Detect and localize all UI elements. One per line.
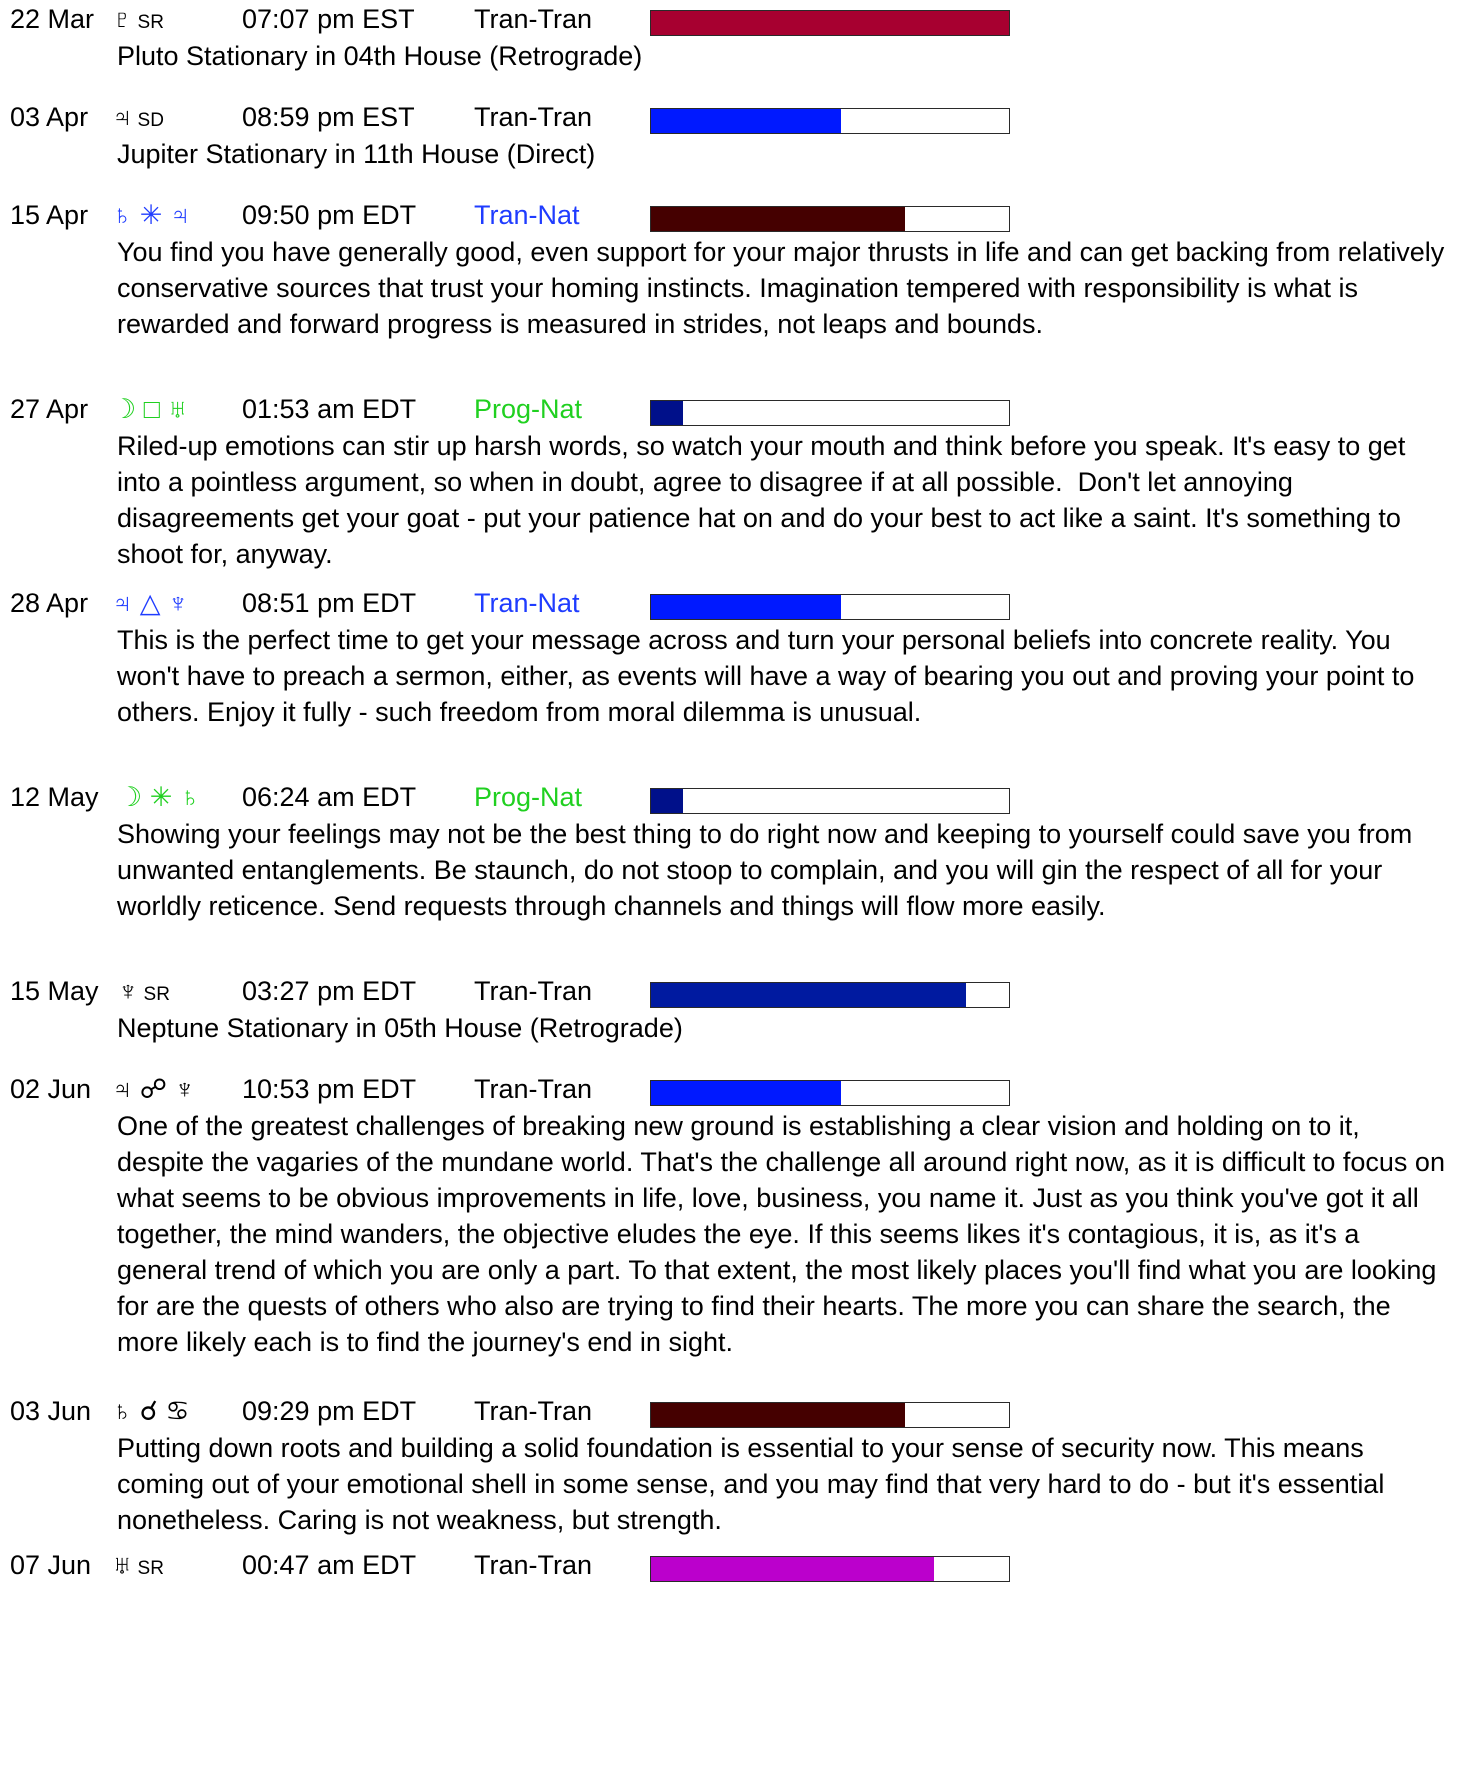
- strength-bar: [650, 788, 1010, 814]
- entry-date: 22 Mar: [10, 4, 95, 34]
- strength-bar-fill: [651, 789, 683, 813]
- entry-type: Tran-Tran: [474, 1396, 593, 1426]
- entry-date: 02 Jun: [10, 1074, 92, 1104]
- entry-type: Prog-Nat: [474, 394, 583, 424]
- entry-date: 15 Apr: [10, 200, 89, 230]
- strength-bar-fill: [651, 109, 841, 133]
- strength-bar: [650, 10, 1010, 36]
- strength-bar: [650, 1080, 1010, 1106]
- entry-header: [0, 390, 1464, 428]
- entry-header: [0, 0, 1464, 38]
- station-marker: SR: [138, 984, 170, 1005]
- strength-bar: [650, 400, 1010, 426]
- aspect-symbols: [112, 196, 190, 234]
- strength-bar: [650, 982, 1010, 1008]
- entry-description: One of the greatest challenges of breaking new ground is establishing a clear vision and holding on to it, despite the vagaries of the mundane world. That's the challenge all around right now, as it is difficult to focus on what seems to be obvious improvements in life, love, business, you name it. Just as you think you've got it all together, the mind wanders, the objective eludes the eye. If this seems likes it's contagious, it is, as it's a general trend of which you are only a part. To that extent, the most likely places you'll find what you are looking for are the quests of others who also are trying to find their hearts. The more you can share the search, the more likely each is to find the journey's end in sight.: [117, 1111, 1453, 1357]
- entry-type: Tran-Nat: [474, 588, 580, 618]
- entry-type: Tran-Tran: [474, 1550, 593, 1580]
- entry-time: 07:07 pm EST: [242, 4, 415, 34]
- entry-date: 27 Apr: [10, 394, 89, 424]
- astro-glyph-icon: ☽ ✳ ♄: [118, 782, 201, 812]
- transit-entry: [0, 972, 1464, 1046]
- entry-time: 08:59 pm EST: [242, 102, 415, 132]
- station-marker: SR: [132, 12, 164, 33]
- strength-bar-fill: [651, 1081, 841, 1105]
- aspect-symbols: [118, 972, 170, 1014]
- aspect-symbols: [112, 1546, 164, 1588]
- entry-date: 12 May: [10, 782, 99, 812]
- astro-glyph-icon: ♃: [112, 102, 133, 132]
- transit-entry: [0, 584, 1464, 730]
- strength-bar: [650, 206, 1010, 232]
- transit-entry: [0, 778, 1464, 924]
- strength-bar-fill: [651, 1557, 934, 1581]
- entry-time: 01:53 am EDT: [242, 394, 417, 424]
- astro-glyph-icon: ♃ △ ♆: [112, 588, 189, 618]
- entry-header: [0, 584, 1464, 622]
- astro-glyph-icon: ♆: [118, 976, 139, 1006]
- entry-description: This is the perfect time to get your message across and turn your personal beliefs into concrete reality. You won't have to preach a sermon, either, as events will have a way of bearing you out and proving your point to others. Enjoy it fully - such freedom from moral dilemma is unusual.: [117, 625, 1422, 727]
- transit-entry: [0, 98, 1464, 172]
- entry-time: 00:47 am EDT: [242, 1550, 417, 1580]
- transit-entry: [0, 0, 1464, 74]
- entry-type: Prog-Nat: [474, 782, 583, 812]
- astro-glyph-icon: ♄ ☌ ♋: [112, 1396, 190, 1426]
- entry-type: Tran-Tran: [474, 976, 593, 1006]
- aspect-symbols: [112, 98, 164, 140]
- entry-time: 08:51 pm EDT: [242, 588, 417, 618]
- entry-header: [0, 1070, 1464, 1108]
- aspect-symbols: [112, 1392, 190, 1430]
- entry-time: 10:53 pm EDT: [242, 1074, 417, 1104]
- aspect-symbols: [112, 0, 164, 42]
- strength-bar-fill: [651, 1403, 905, 1427]
- entry-description: Jupiter Stationary in 11th House (Direct): [117, 139, 596, 169]
- entry-header: [0, 1392, 1464, 1430]
- transit-entry: [0, 196, 1464, 342]
- entry-description: Putting down roots and building a solid foundation is essential to your sense of security now. This means coming out of your emotional shell in some sense, and you may find that very hard to do - but it's essential nonetheless. Caring is not weakness, but strength.: [117, 1433, 1392, 1535]
- entry-header: [0, 1546, 1464, 1584]
- entry-description: Pluto Stationary in 04th House (Retrograde): [117, 41, 643, 71]
- aspect-symbols: [118, 778, 200, 816]
- strength-bar-fill: [651, 595, 841, 619]
- astro-glyph-icon: ♄ ✳ ♃: [112, 200, 191, 230]
- strength-bar: [650, 1402, 1010, 1428]
- entry-type: Tran-Tran: [474, 102, 593, 132]
- astro-glyph-icon: ♃ ☍ ♆: [112, 1074, 195, 1104]
- entry-header: [0, 972, 1464, 1010]
- aspect-symbols: [112, 390, 188, 428]
- entry-description: Riled-up emotions can stir up harsh words, so watch your mouth and think before you speak. It's easy to get into a pointless argument, so when in doubt, agree to disagree if at all possible. Don't let annoying disagreements get your goat - put your patience hat on and do your best to act like a saint. It's something to shoot for, anyway.: [117, 431, 1413, 569]
- entry-header: [0, 196, 1464, 234]
- entry-time: 09:50 pm EDT: [242, 200, 417, 230]
- transit-entry: [0, 1070, 1464, 1360]
- entry-header: [0, 778, 1464, 816]
- entry-description: Neptune Stationary in 05th House (Retrograde): [117, 1013, 683, 1043]
- aspect-symbols: [112, 1070, 195, 1108]
- transit-entry: [0, 1546, 1464, 1584]
- entry-date: 03 Apr: [10, 102, 89, 132]
- entry-description: Showing your feelings may not be the best thing to do right now and keeping to yourself could save you from unwanted entanglements. Be staunch, do not stoop to complain, and you will gin the respect of all for your worldly reticence. Send requests through channels and things will flow more easily.: [117, 819, 1420, 921]
- strength-bar: [650, 594, 1010, 620]
- station-marker: SD: [132, 110, 164, 131]
- entry-date: 28 Apr: [10, 588, 89, 618]
- transit-entry: [0, 1392, 1464, 1538]
- strength-bar-fill: [651, 207, 905, 231]
- entry-time: 03:27 pm EDT: [242, 976, 417, 1006]
- entry-description: You find you have generally good, even support for your major thrusts in life and can get backing from relatively conservative sources that trust your homing instincts. Imagination tempered with responsibility is what is rewarded and forward progress is measured in strides, not leaps and bounds.: [117, 237, 1452, 339]
- aspect-symbols: [112, 584, 188, 622]
- entry-time: 06:24 am EDT: [242, 782, 417, 812]
- entry-date: 15 May: [10, 976, 99, 1006]
- strength-bar-fill: [651, 983, 966, 1007]
- station-marker: SR: [132, 1558, 164, 1579]
- entry-type: Tran-Nat: [474, 200, 580, 230]
- strength-bar-fill: [651, 11, 1009, 35]
- strength-bar: [650, 108, 1010, 134]
- strength-bar: [650, 1556, 1010, 1582]
- astro-glyph-icon: ♇: [112, 4, 133, 34]
- transit-entry: [0, 390, 1464, 572]
- entry-date: 07 Jun: [10, 1550, 92, 1580]
- entry-type: Tran-Tran: [474, 4, 593, 34]
- astro-glyph-icon: ♅: [112, 1550, 133, 1580]
- entry-time: 09:29 pm EDT: [242, 1396, 417, 1426]
- entry-type: Tran-Tran: [474, 1074, 593, 1104]
- strength-bar-fill: [651, 401, 683, 425]
- astro-glyph-icon: ☽ □ ♅: [112, 394, 188, 424]
- entry-date: 03 Jun: [10, 1396, 92, 1426]
- entry-header: [0, 98, 1464, 136]
